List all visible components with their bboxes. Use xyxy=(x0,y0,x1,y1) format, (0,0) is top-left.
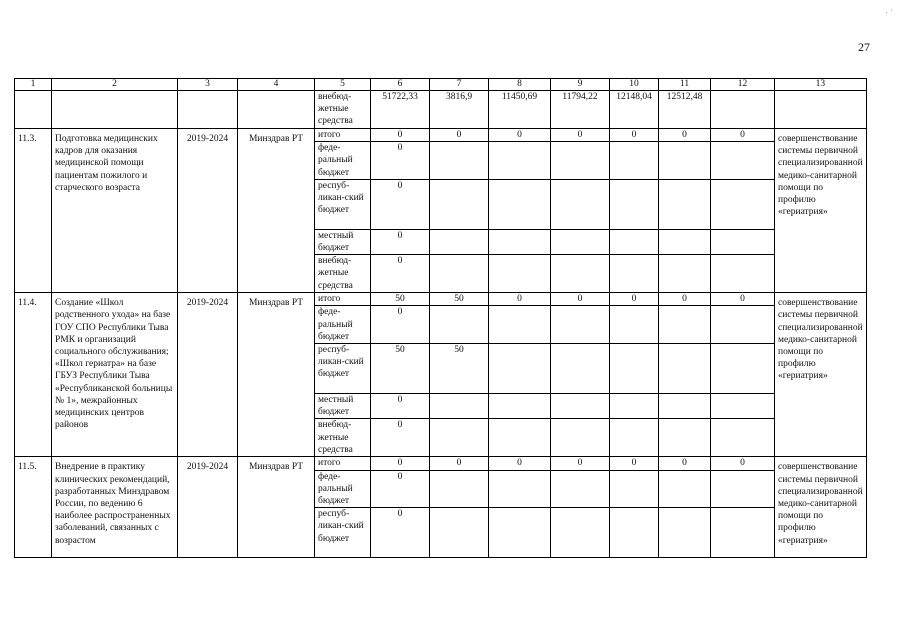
continuation-row xyxy=(15,91,867,129)
item-name: Внедрение в практику клинических рекомендаций, разработанных Минздравом России, по ведению 6 наиболее распространенных заболеваний, связанных с возрастом xyxy=(52,457,178,558)
amount-cell xyxy=(430,419,489,457)
column-number: 7 xyxy=(430,79,489,91)
amount-cell xyxy=(711,470,775,508)
amount-cell xyxy=(711,142,775,180)
item-number: 11.5. xyxy=(15,457,52,558)
amount-cell: 12148,04 xyxy=(610,91,659,129)
amount-cell xyxy=(711,394,775,419)
amount-cell: 11794,22 xyxy=(551,91,610,129)
item-number: 11.4. xyxy=(15,293,52,457)
amount-cell: 0 xyxy=(659,129,711,142)
amount-cell xyxy=(659,229,711,254)
amount-cell xyxy=(489,142,551,180)
amount-cell: 50 xyxy=(371,293,430,306)
amount-cell xyxy=(711,255,775,293)
amount-cell xyxy=(659,508,711,558)
program-table xyxy=(14,78,867,558)
amount-cell: 0 xyxy=(430,129,489,142)
table-row xyxy=(15,293,867,306)
funding-source: респуб-ликан-ский бюджет xyxy=(315,179,371,229)
item-years: 2019-2024 xyxy=(178,293,238,457)
table-row xyxy=(15,457,867,470)
amount-cell xyxy=(551,419,610,457)
amount-cell xyxy=(610,179,659,229)
amount-cell: 0 xyxy=(659,293,711,306)
amount-cell: 0 xyxy=(610,293,659,306)
column-number: 13 xyxy=(775,79,867,91)
amount-cell xyxy=(489,344,551,394)
amount-cell xyxy=(610,470,659,508)
amount-cell: 0 xyxy=(551,457,610,470)
amount-cell xyxy=(430,508,489,558)
amount-cell xyxy=(711,508,775,558)
amount-cell: 0 xyxy=(430,457,489,470)
column-number-row xyxy=(15,79,867,91)
amount-cell: 0 xyxy=(610,457,659,470)
amount-cell xyxy=(551,344,610,394)
item-years: 2019-2024 xyxy=(178,129,238,293)
amount-cell xyxy=(711,91,775,129)
item-years: 2019-2024 xyxy=(178,457,238,558)
page-number: 27 xyxy=(858,40,870,54)
column-number: 6 xyxy=(371,79,430,91)
amount-cell xyxy=(430,306,489,344)
column-number: 10 xyxy=(610,79,659,91)
funding-source: внебюд-жетные средства xyxy=(315,91,371,129)
funding-source: респуб-ликан-ский бюджет xyxy=(315,344,371,394)
amount-cell xyxy=(489,419,551,457)
table-row xyxy=(15,129,867,142)
amount-cell xyxy=(489,306,551,344)
item-name: Создание «Школ родственного ухода» на базе ГОУ СПО Республики Тыва РМК и организаций социального обслуживания; «Школ гериатра» на базе ГБУЗ Республики Тыва «Республиканской больницы № 1», межрайонных медицинских центров районов xyxy=(52,293,178,457)
amount-cell: 0 xyxy=(371,394,430,419)
amount-cell: 0 xyxy=(371,470,430,508)
amount-cell xyxy=(659,142,711,180)
amount-cell xyxy=(489,394,551,419)
amount-cell xyxy=(430,394,489,419)
amount-cell: 0 xyxy=(659,457,711,470)
amount-cell xyxy=(551,255,610,293)
amount-cell xyxy=(551,394,610,419)
amount-cell xyxy=(659,306,711,344)
amount-cell: 50 xyxy=(371,344,430,394)
item-name: Подготовка медицинских кадров для оказания медицинской помощи пациентам пожилого и старческого возраста xyxy=(52,129,178,293)
amount-cell xyxy=(430,470,489,508)
amount-cell: 0 xyxy=(371,255,430,293)
amount-cell xyxy=(610,419,659,457)
empty-cell xyxy=(238,91,315,129)
amount-cell: 0 xyxy=(371,419,430,457)
amount-cell xyxy=(430,179,489,229)
column-number: 2 xyxy=(52,79,178,91)
amount-cell xyxy=(551,229,610,254)
item-number: 11.3. xyxy=(15,129,52,293)
funding-source: внебюд-жетные средства xyxy=(315,255,371,293)
column-number: 5 xyxy=(315,79,371,91)
amount-cell xyxy=(659,179,711,229)
funding-source: феде-ральный бюджет xyxy=(315,142,371,180)
amount-cell xyxy=(551,306,610,344)
amount-cell: 51722,33 xyxy=(371,91,430,129)
amount-cell: 0 xyxy=(711,457,775,470)
item-result: совершенствование системы первичной специализированной медико-санитарной помощи по профилю «гериатрия» xyxy=(775,457,867,558)
amount-cell xyxy=(659,255,711,293)
amount-cell xyxy=(659,470,711,508)
amount-cell: 0 xyxy=(371,229,430,254)
amount-cell xyxy=(610,142,659,180)
amount-cell xyxy=(489,229,551,254)
item-result: совершенствование системы первичной специализированной медико-санитарной помощи по профилю «гериатрия» xyxy=(775,293,867,457)
amount-cell xyxy=(711,419,775,457)
empty-cell xyxy=(52,91,178,129)
amount-cell xyxy=(430,229,489,254)
amount-cell xyxy=(711,179,775,229)
funding-source: итого xyxy=(315,293,371,306)
amount-cell: 0 xyxy=(711,293,775,306)
column-number: 12 xyxy=(711,79,775,91)
amount-cell xyxy=(430,142,489,180)
amount-cell: 0 xyxy=(610,129,659,142)
funding-source: внебюд-жетные средства xyxy=(315,419,371,457)
amount-cell xyxy=(610,255,659,293)
amount-cell xyxy=(551,142,610,180)
amount-cell xyxy=(489,470,551,508)
amount-cell: 0 xyxy=(371,457,430,470)
amount-cell: 0 xyxy=(711,129,775,142)
funding-source: феде-ральный бюджет xyxy=(315,470,371,508)
item-result: совершенствование системы первичной специализированной медико-санитарной помощи по профилю «гериатрия» xyxy=(775,129,867,293)
amount-cell xyxy=(659,344,711,394)
column-number: 1 xyxy=(15,79,52,91)
amount-cell: 0 xyxy=(371,179,430,229)
amount-cell: 12512,48 xyxy=(659,91,711,129)
amount-cell: 0 xyxy=(371,142,430,180)
funding-source: респуб-ликан-ский бюджет xyxy=(315,508,371,558)
amount-cell: 50 xyxy=(430,344,489,394)
funding-source: феде-ральный бюджет xyxy=(315,306,371,344)
amount-cell xyxy=(659,419,711,457)
funding-source: итого xyxy=(315,457,371,470)
amount-cell xyxy=(551,470,610,508)
column-number: 3 xyxy=(178,79,238,91)
amount-cell xyxy=(610,306,659,344)
amount-cell xyxy=(711,229,775,254)
amount-cell xyxy=(610,508,659,558)
empty-cell xyxy=(15,91,52,129)
item-executor: Минздрав РТ xyxy=(238,293,315,457)
amount-cell xyxy=(551,179,610,229)
amount-cell xyxy=(551,508,610,558)
column-number: 9 xyxy=(551,79,610,91)
amount-cell: 0 xyxy=(551,129,610,142)
amount-cell: 11450,69 xyxy=(489,91,551,129)
column-number: 11 xyxy=(659,79,711,91)
funding-source: итого xyxy=(315,129,371,142)
amount-cell: 0 xyxy=(371,306,430,344)
item-executor: Минздрав РТ xyxy=(238,129,315,293)
amount-cell: 0 xyxy=(371,129,430,142)
amount-cell: 3816,9 xyxy=(430,91,489,129)
amount-cell xyxy=(489,255,551,293)
empty-cell xyxy=(775,91,867,129)
empty-cell xyxy=(178,91,238,129)
amount-cell: 0 xyxy=(489,293,551,306)
funding-source: местный бюджет xyxy=(315,229,371,254)
amount-cell xyxy=(489,508,551,558)
amount-cell xyxy=(659,394,711,419)
amount-cell xyxy=(489,179,551,229)
amount-cell: 0 xyxy=(371,508,430,558)
amount-cell xyxy=(711,306,775,344)
funding-source: местный бюджет xyxy=(315,394,371,419)
column-number: 8 xyxy=(489,79,551,91)
amount-cell xyxy=(430,255,489,293)
amount-cell: 50 xyxy=(430,293,489,306)
amount-cell xyxy=(711,344,775,394)
amount-cell: 0 xyxy=(489,457,551,470)
amount-cell xyxy=(610,344,659,394)
column-number: 4 xyxy=(238,79,315,91)
amount-cell: 0 xyxy=(551,293,610,306)
scan-mark: ‧ ˙ xyxy=(885,8,894,18)
amount-cell: 0 xyxy=(489,129,551,142)
amount-cell xyxy=(610,394,659,419)
item-executor: Минздрав РТ xyxy=(238,457,315,558)
amount-cell xyxy=(610,229,659,254)
